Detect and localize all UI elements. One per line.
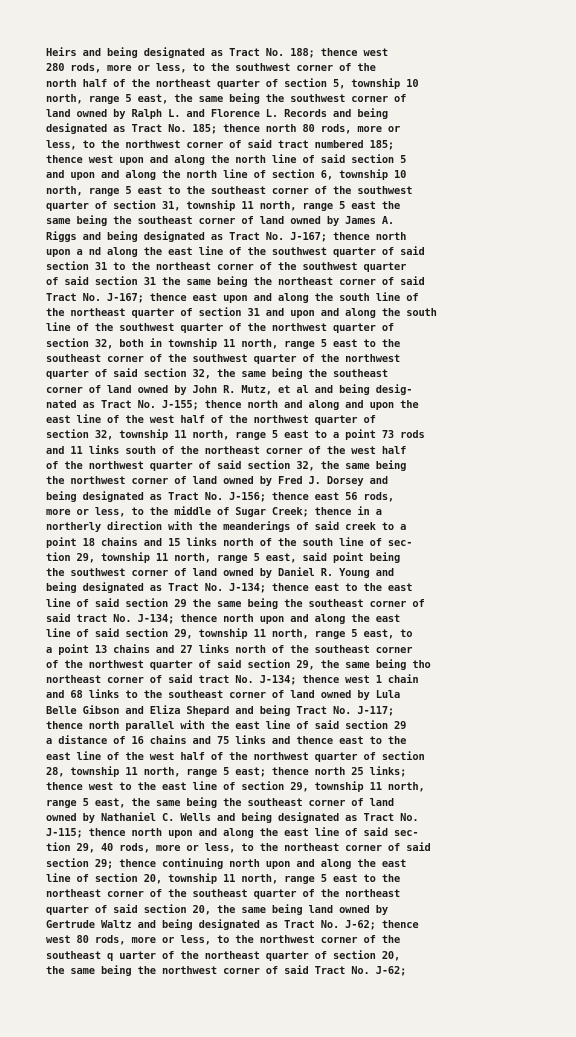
text-line: nated as Tract No. J-155; thence north and along and upon the [46,398,419,411]
text-line: Belle Gibson and Eliza Shepard and being Tract No. J-117; [46,704,395,717]
text-line: north half of the northeast quarter of section 5, township 10 [46,77,419,90]
text-line: north, range 5 east, the same being the southwest corner of [46,92,407,105]
text-line: of said section 31 the same being the northeast corner of said [46,276,425,289]
text-line: quarter of said section 20, the same being land owned by [46,903,388,916]
text-line: corner of land owned by John R. Mutz, et al and being desig- [46,383,413,396]
text-line: Gertrude Waltz and being designated as Tract No. J-62; thence [46,918,419,931]
text-line: designated as Tract No. 185; thence north 80 rods, more or [46,123,401,136]
text-line: of the northwest quarter of said section 29, the same being tho [46,658,431,671]
text-line: line of section 20, township 11 north, range 5 east to the [46,873,401,886]
text-line: northeast corner of the southeast quarter of the northeast [46,888,401,901]
text-line: southeast corner of the southwest quarter of the northwest [46,352,401,365]
text-line: thence north parallel with the east line of said section 29 [46,720,407,733]
text-line: section 31 to the northeast corner of the southwest quarter [46,261,407,274]
text-line: tion 29, 40 rods, more or less, to the northeast corner of said [46,842,431,855]
text-line: thence west upon and along the north line of said section 5 [46,154,407,167]
text-line: the northwest corner of land owned by Fred J. Dorsey and [46,475,388,488]
text-line: a distance of 16 chains and 75 links and thence east to the [46,735,407,748]
text-line: said tract No. J-134; thence north upon and along the east [46,612,401,625]
text-line: the same being the northwest corner of said Tract No. J-62; [46,964,407,977]
text-line: less, to the northwest corner of said tract numbered 185; [46,138,395,151]
text-line: and upon and along the north line of section 6, township 10 [46,169,407,182]
text-line: range 5 east, the same being the southeast corner of land [46,796,395,809]
text-line: line of said section 29 the same being the southeast corner of [46,597,425,610]
legal-description-text [46,46,576,979]
text-line: upon a nd along the east line of the southwest quarter of said [46,245,425,258]
text-line: owned by Nathaniel C. Wells and being designated as Tract No. [46,811,419,824]
text-line: land owned by Ralph L. and Florence L. Records and being [46,108,388,121]
text-line: north, range 5 east to the southeast corner of the southwest [46,184,413,197]
text-line: point 18 chains and 15 links north of the south line of sec- [46,536,413,549]
text-line: and 68 links to the southeast corner of land owned by Lula [46,689,401,702]
text-line: line of said section 29, township 11 north, range 5 east, to [46,628,413,641]
text-line: section 32, both in township 11 north, range 5 east to the [46,337,401,350]
text-line: being designated as Tract No. J-156; thence east 56 rods, [46,490,395,503]
text-line: line of the southwest quarter of the northwest quarter of [46,322,395,335]
text-line: section 29; thence continuing north upon and along the east [46,857,407,870]
text-line: and 11 links south of the northeast corner of the west half [46,444,407,457]
text-line: 280 rods, more or less, to the southwest corner of the [46,62,376,75]
text-line: east line of the west half of the northwest quarter of section [46,750,425,763]
text-line: east line of the west half of the northwest quarter of [46,414,376,427]
text-line: Heirs and being designated as Tract No. 188; thence west [46,47,388,59]
text-line: of the northwest quarter of said section 32, the same being [46,460,407,473]
text-line: section 32, township 11 north, range 5 east to a point 73 rods [46,429,425,442]
text-line: thence west to the east line of section 29, township 11 north, [46,781,425,794]
text-line: the northeast quarter of section 31 and upon and along the south [46,307,437,320]
text-line: the southwest corner of land owned by Daniel R. Young and [46,567,395,580]
text-line: being designated as Tract No. J-134; thence east to the east [46,582,413,595]
text-line: 28, township 11 north, range 5 east; thence north 25 links; [46,765,407,778]
text-line: same being the southeast corner of land owned by James A. [46,215,395,228]
text-line: Riggs and being designated as Tract No. J-167; thence north [46,230,407,243]
text-line: tion 29, township 11 north, range 5 east, said point being [46,551,401,564]
text-line: Tract No. J-167; thence east upon and along the south line of [46,291,419,304]
text-line: more or less, to the middle of Sugar Creek; thence in a [46,505,382,518]
text-line: a point 13 chains and 27 links north of the southeast corner [46,643,413,656]
text-line: quarter of said section 32, the same being the southeast [46,368,388,381]
text-line: northerly direction with the meanderings of said creek to a [46,521,407,534]
text-line: J-115; thence north upon and along the east line of said sec- [46,827,419,840]
text-line: west 80 rods, more or less, to the northwest corner of the [46,934,401,947]
text-line: quarter of section 31, township 11 north, range 5 east the [46,199,401,212]
text-line: northeast corner of said tract No. J-134; thence west 1 chain [46,674,419,687]
text-line: southeast q uarter of the northeast quarter of section 20, [46,949,401,962]
